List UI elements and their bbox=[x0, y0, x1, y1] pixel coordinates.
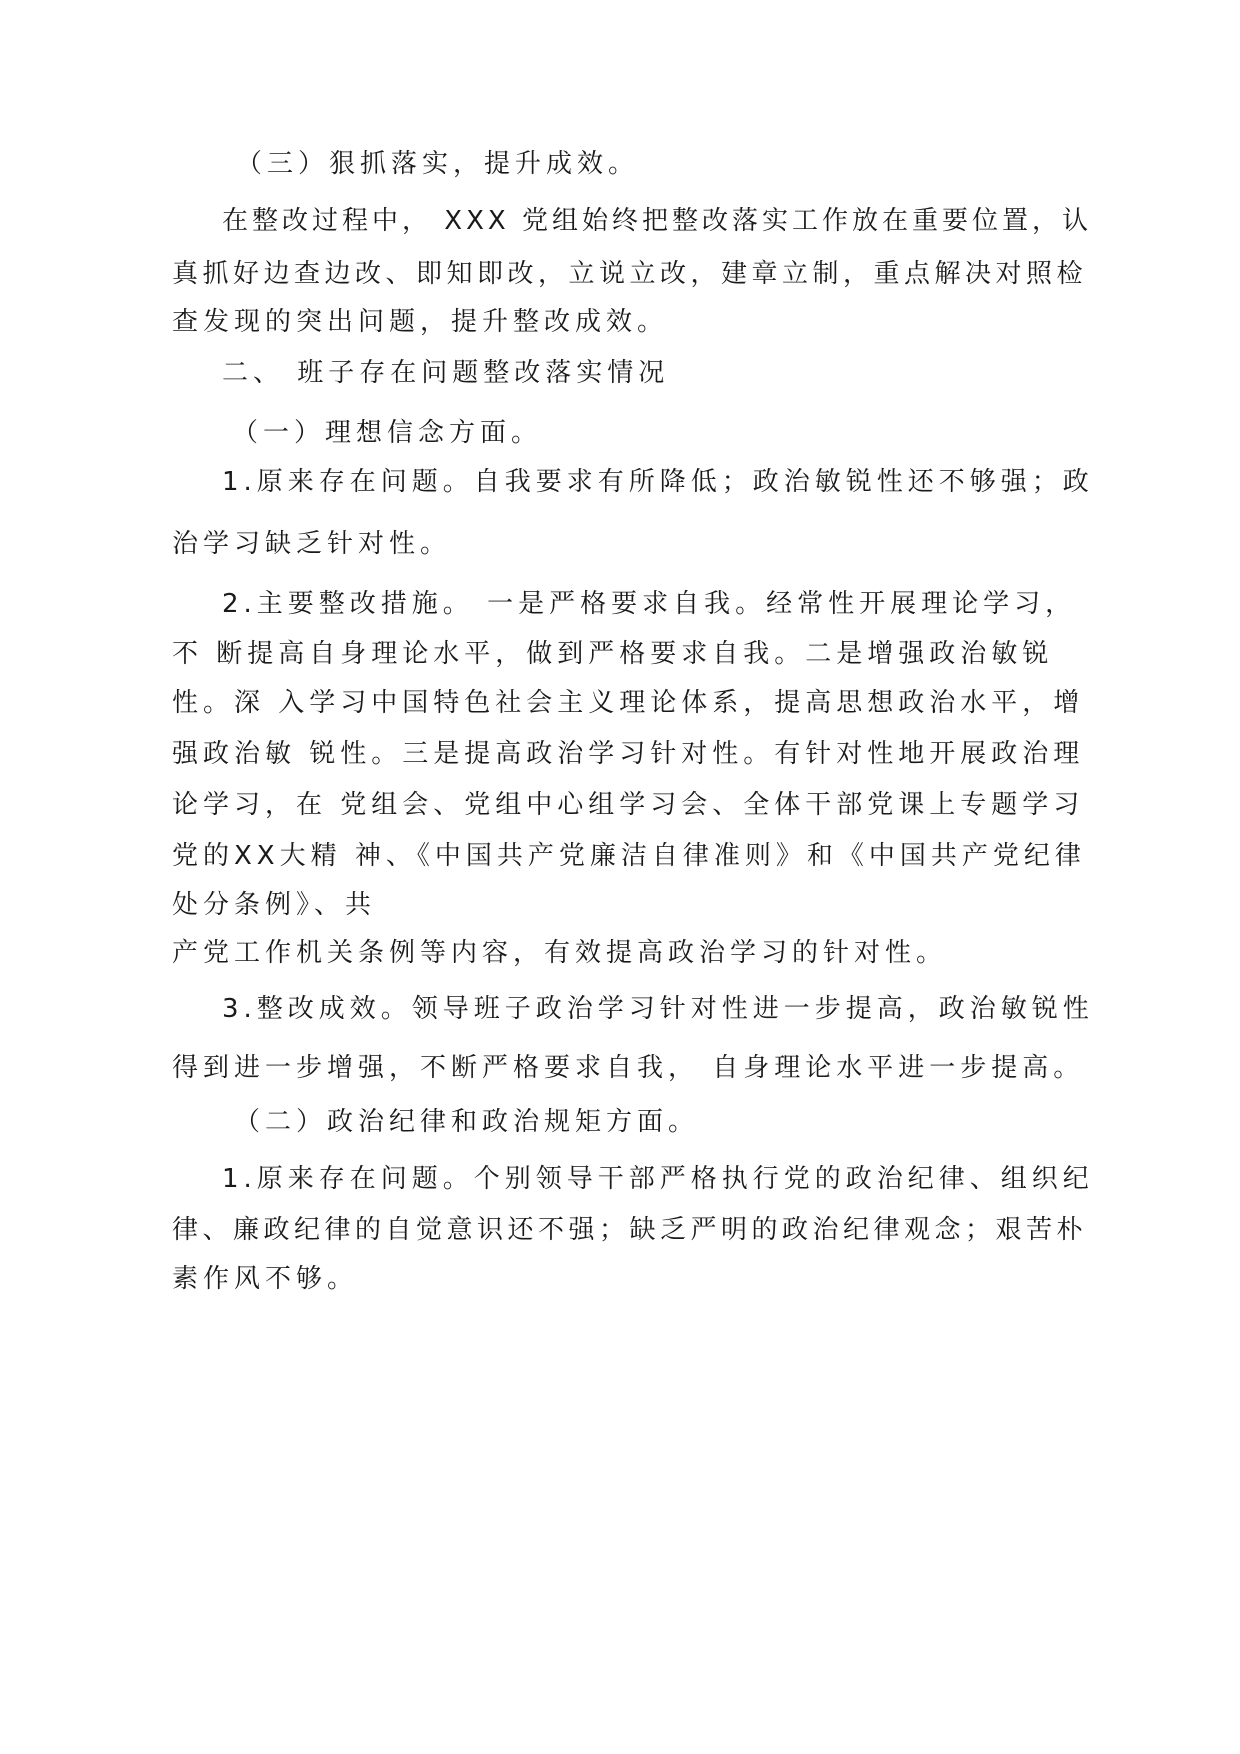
paragraph-line: 2.主要整改措施。 一是严格要求自我。经常性开展理论学习， bbox=[222, 589, 1077, 619]
paragraph-line: 论学习，在 党组会、党组中心组学习会、全体干部党课上专题学习 bbox=[172, 790, 1085, 820]
paragraph-line: 产党工作机关条例等内容，有效提高政治学习的针对性。 bbox=[172, 938, 948, 968]
chapter-heading-2: 二、 班子存在问题整改落实情况 bbox=[222, 358, 670, 388]
subsection-heading-1: （一）理想信念方面。 bbox=[232, 418, 543, 448]
paragraph-line: 强政治敏 锐性。三是提高政治学习针对性。有针对性地开展政治理 bbox=[172, 739, 1085, 769]
paragraph-line: 1.原来存在问题。个别领导干部严格执行党的政治纪律、组织纪 bbox=[222, 1164, 1094, 1194]
paragraph-line: 治学习缺乏针对性。 bbox=[172, 529, 452, 559]
paragraph-line: 性。深 入学习中国特色社会主义理论体系，提高思想政治水平，增 bbox=[172, 688, 1085, 718]
paragraph-line: 1.原来存在问题。自我要求有所降低；政治敏锐性还不够强；政 bbox=[222, 467, 1094, 497]
paragraph-line: 查发现的突出问题，提升整改成效。 bbox=[172, 307, 669, 337]
paragraph-line: 处分条例》、共 bbox=[172, 890, 377, 920]
paragraph-line: 党的XX大精 神、《中国共产党廉洁自律准则》和《中国共产党纪律 bbox=[172, 841, 1086, 871]
paragraph-line: 真抓好边查边改、即知即改，立说立改，建章立制，重点解决对照检 bbox=[172, 259, 1088, 289]
subsection-heading-2: （二）政治纪律和政治规矩方面。 bbox=[234, 1107, 700, 1137]
paragraph-line: 得到进一步增强，不断严格要求自我， 自身理论水平进一步提高。 bbox=[172, 1053, 1085, 1083]
section-heading-3: （三）狠抓落实，提升成效。 bbox=[236, 149, 640, 179]
paragraph-line: 不 断提高自身理论水平，做到严格要求自我。二是增强政治敏锐 bbox=[172, 639, 1054, 669]
paragraph-line: 素作风不够。 bbox=[172, 1264, 359, 1294]
paragraph-line: 3.整改成效。领导班子政治学习针对性进一步提高，政治敏锐性 bbox=[222, 994, 1094, 1024]
paragraph-line: 在整改过程中， XXX 党组始终把整改落实工作放在重要位置，认 bbox=[222, 206, 1092, 236]
paragraph-line: 律、廉政纪律的自觉意识还不强；缺乏严明的政治纪律观念；艰苦朴 bbox=[172, 1215, 1088, 1245]
